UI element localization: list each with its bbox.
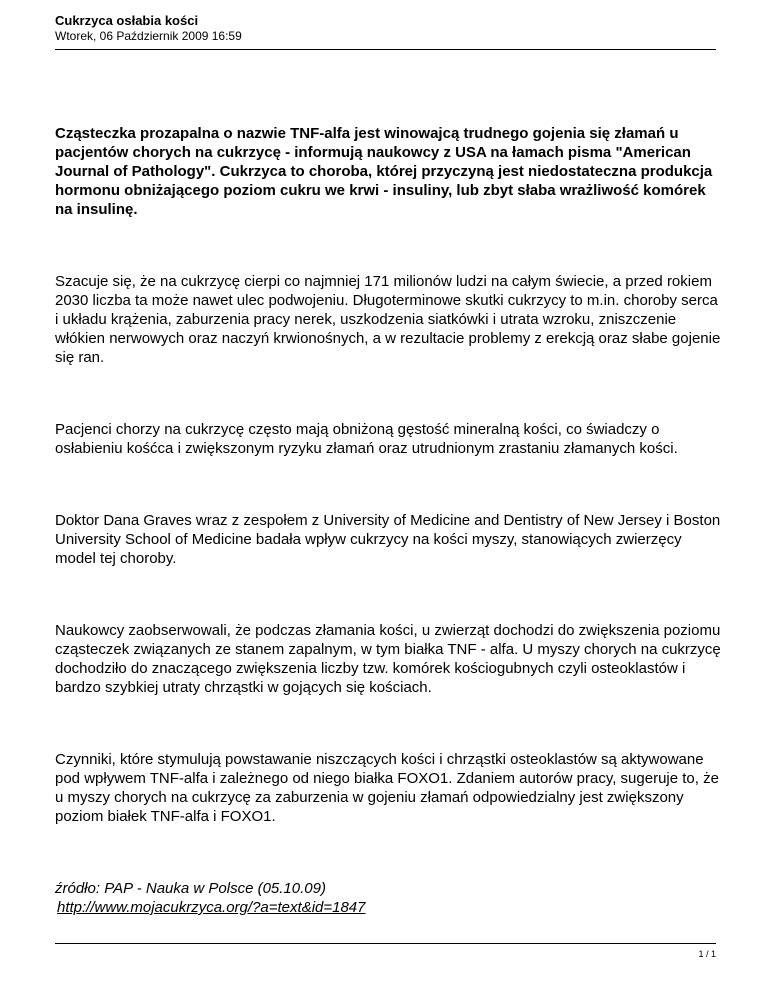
article-paragraph: Doktor Dana Graves wraz z zespołem z University of Medicine and Dentistry of New Jersey i Boston University School of Medicine badała wpływ cukrzycy na kości myszy, stanowiących zwierzęcy model tej choroby. [55, 512, 721, 567]
article-lead: Cząsteczka prozapalna o nazwie TNF-alfa jest winowajcą trudnego gojenia się złamań u pacjentów chorych na cukrzycę - informują naukowcy z USA na łamach pisma "American Journal of Pathology". Cukrzyca to choroba, której przyczyną jest niedostateczna produkcja hormonu obniżającego poziom cukru we krwi - insuliny, lub zbyt słaba wrażliwość komórek na insulinę. [55, 125, 713, 218]
footer-divider [55, 943, 716, 944]
article-paragraph: Szacuje się, że na cukrzycę cierpi co najmniej 171 milionów ludzi na całym świecie, a przed rokiem 2030 liczba ta może nawet ulec podwojeniu. Długoterminowe skutki cukrzycy to m.in. choroby serca i układu krążenia, zaburzenia pracy nerek, uszkodzenia siatkówki i utrata wzroku, zniszczenie włókien nerwowych oraz naczyń krwionośnych, a w rezultacie problemy z erekcją oraz słabe gojenie się ran. [55, 273, 721, 366]
page-header [55, 13, 715, 44]
document-date: Wtorek, 06 Październik 2009 16:59 [55, 29, 242, 43]
article-paragraph: Pacjenci chorzy na cukrzycę często mają obniżoną gęstość mineralną kości, co świadczy o osłabieniu kośćca i zwiększonym ryzyku złamań oraz utrudnionym zrastaniu złamanych kości. [55, 421, 678, 457]
source-block [55, 879, 723, 917]
page-number: 1 / 1 [698, 949, 716, 959]
article-paragraph: Naukowcy zaobserwowali, że podczas złamania kości, u zwierząt dochodzi do zwiększenia poziomu cząsteczek związanych ze stanem zapalnym, w tym białka TNF - alfa. U myszy chorych na cukrzycę dochodziło do znaczącego zwiększenia liczby tzw. komórek kościogubnych czyli osteoklastów i bardzo szybkiej utraty chrząstki w gojących się kościach. [55, 622, 721, 696]
article-paragraph: Czynniki, które stymulują powstawanie niszczących kości i chrząstki osteoklastów są aktywowane pod wpływem TNF-alfa i zależnego od niego białka FOXO1. Zdaniem autorów pracy, sugeruje to, że u myszy chorych na cukrzycę za zaburzenia w gojeniu złamań odpowiedzialny jest zwiększony poziom białek TNF-alfa i FOXO1. [55, 751, 719, 825]
document-title: Cukrzyca osłabia kości [55, 13, 199, 28]
header-divider [55, 49, 716, 50]
article-body [55, 124, 723, 917]
source-link[interactable]: http://www.mojacukrzyca.org/?a=text&id=1847 [57, 899, 366, 916]
source-credit: źródło: PAP - Nauka w Polsce (05.10.09) [55, 880, 326, 897]
